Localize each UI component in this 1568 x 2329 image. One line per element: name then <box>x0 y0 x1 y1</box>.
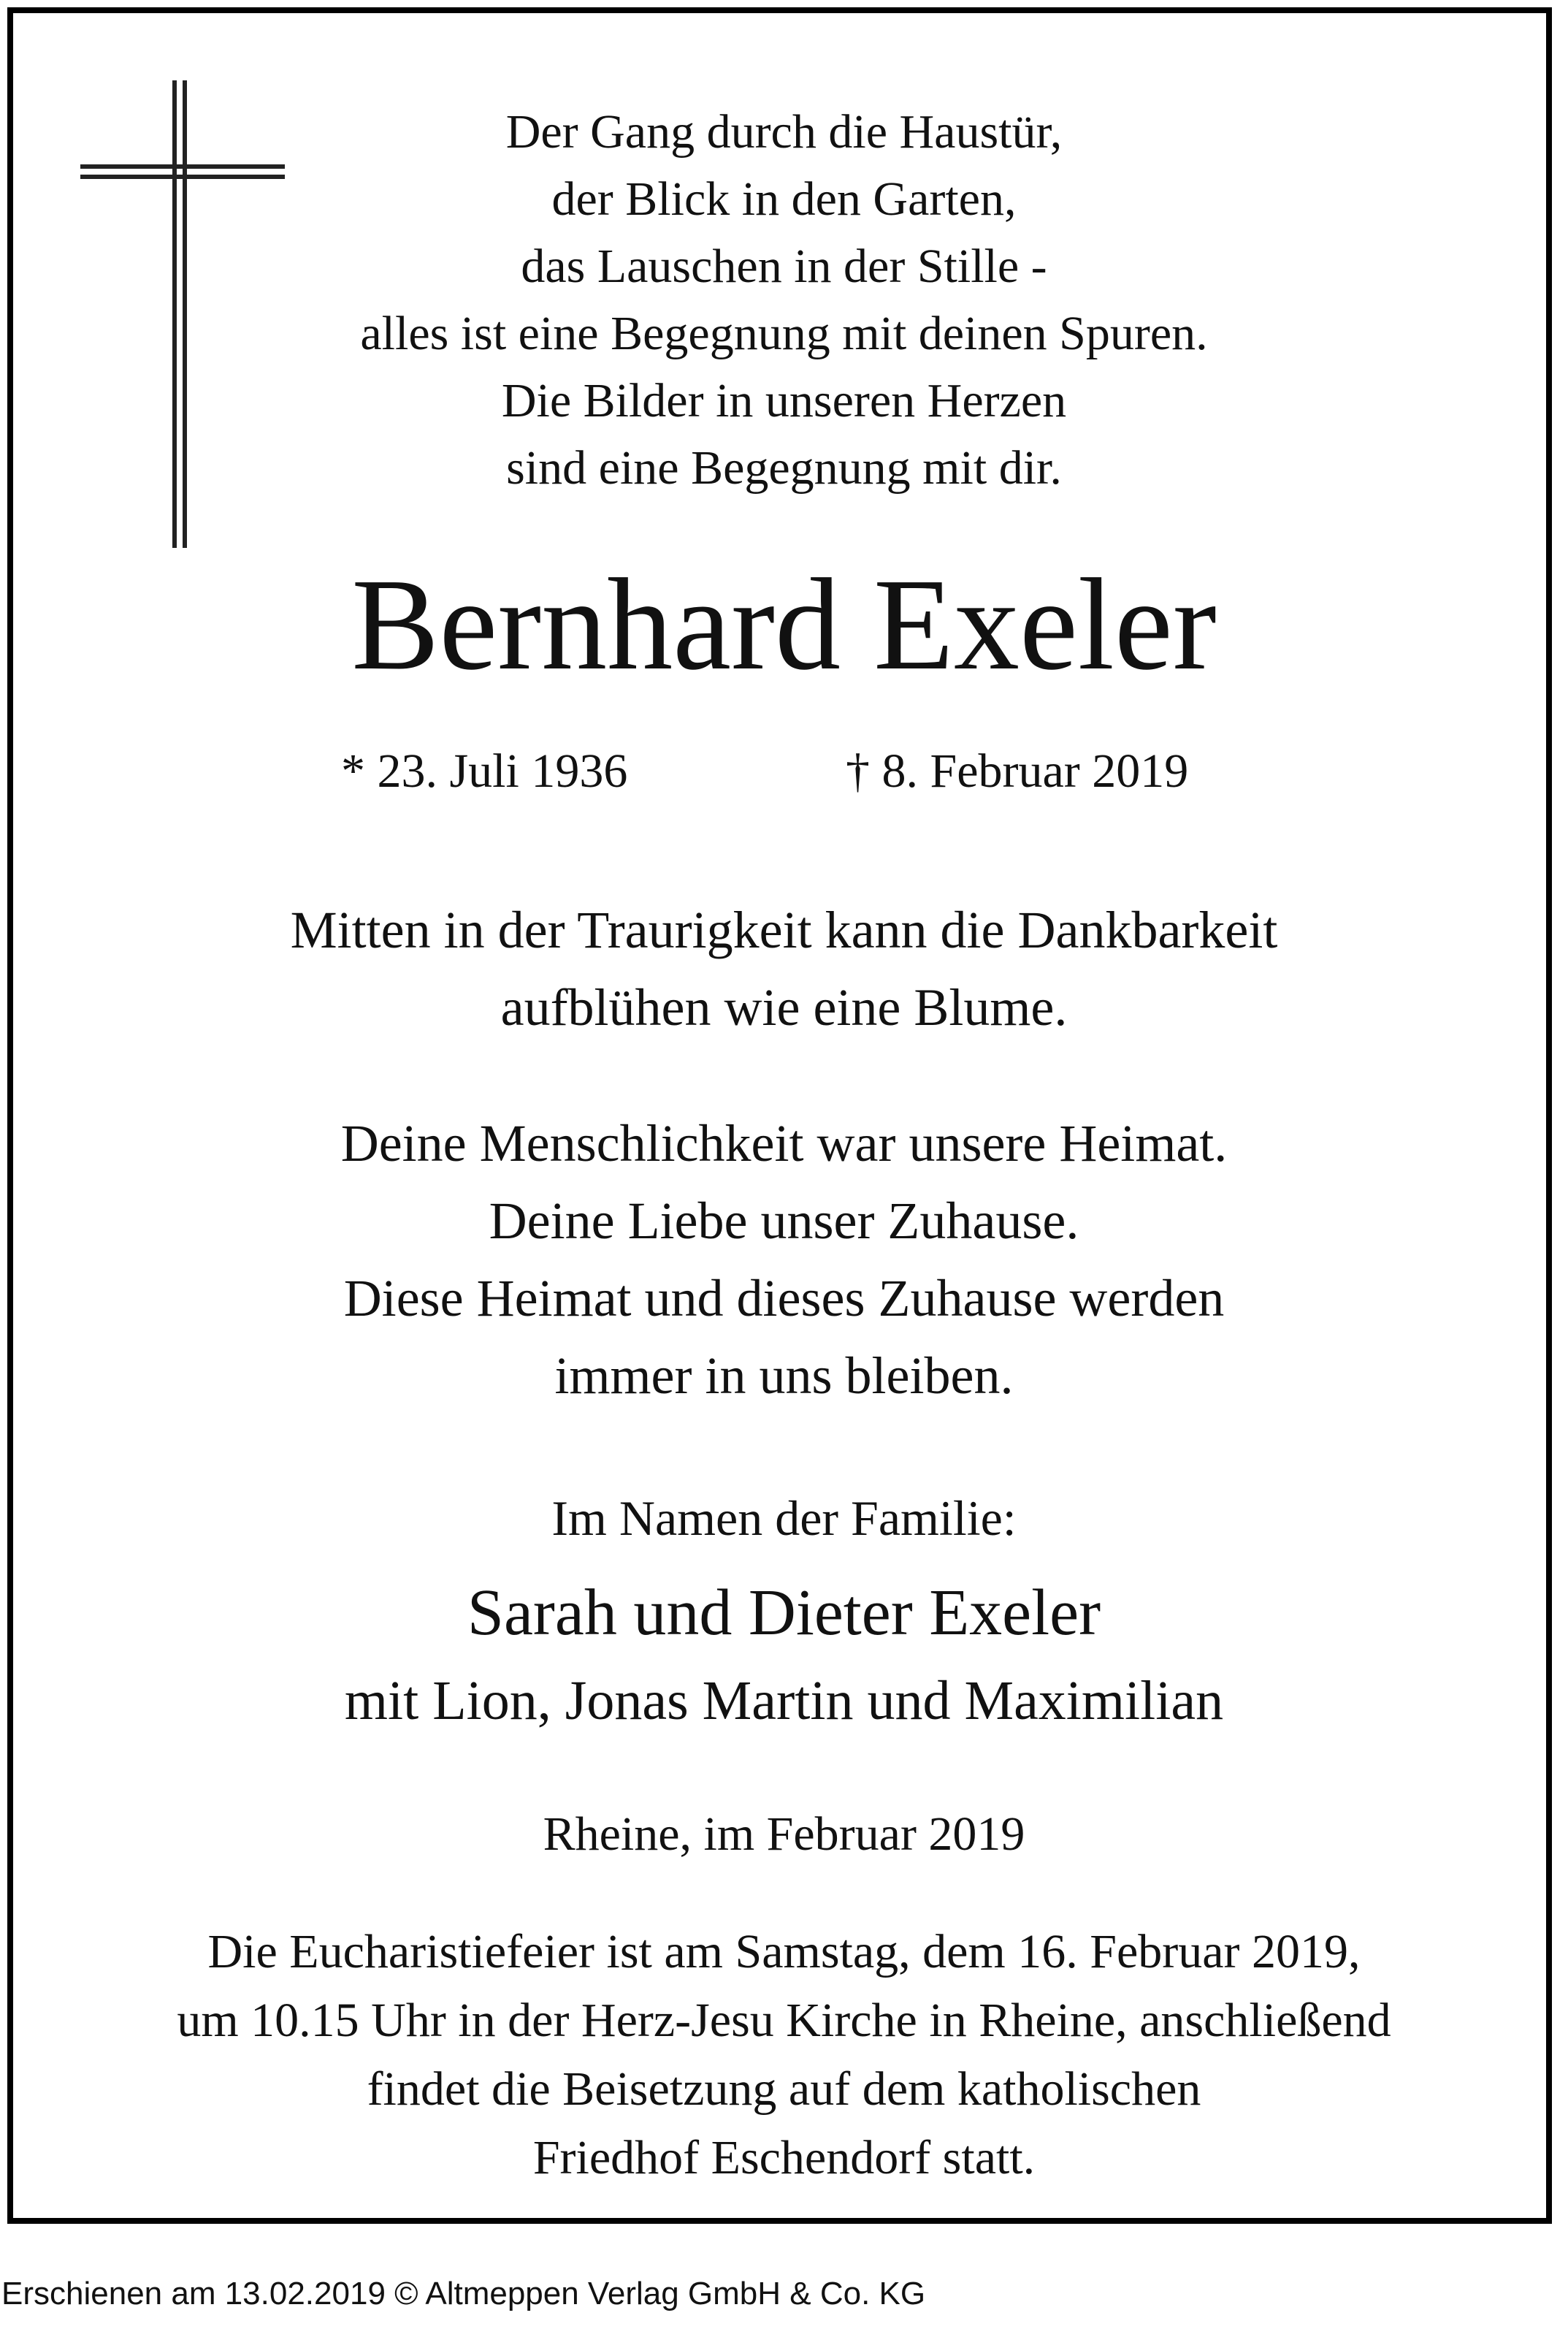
family-children: mit Lion, Jonas Martin und Maximilian <box>344 1670 1224 1731</box>
family-names: Sarah und Dieter Exeler <box>467 1577 1101 1649</box>
quote-line: Deine Liebe unser Zuhause. <box>489 1192 1079 1250</box>
poem-line: sind eine Begegnung mit dir. <box>506 441 1062 495</box>
birth-date: * 23. Juli 1936 <box>341 744 628 798</box>
poem-line: alles ist eine Begegnung mit deinen Spuren. <box>360 307 1208 360</box>
death-date: † 8. Februar 2019 <box>846 744 1189 798</box>
poem-line: Der Gang durch die Haustür, <box>505 105 1063 159</box>
service-line: findet die Beisetzung auf dem katholischen <box>367 2062 1201 2116</box>
publication-footer: Erschienen am 13.02.2019 © Altmeppen Verlag GmbH & Co. KG <box>1 2276 926 2311</box>
service-line: um 10.15 Uhr in der Herz-Jesu Kirche in Rheine, anschließend <box>177 1994 1391 2047</box>
service-details <box>0 1918 1568 2192</box>
quote-line: Diese Heimat und dieses Zuhause werden <box>343 1269 1225 1327</box>
quote-line: Mitten in der Traurigkeit kann die Dankbarkeit <box>290 901 1278 959</box>
quote-line: aufblühen wie eine Blume. <box>500 978 1068 1037</box>
place-date: Rheine, im Februar 2019 <box>543 1807 1025 1861</box>
quote-home <box>0 1105 1568 1414</box>
poem-line: der Blick in den Garten, <box>551 172 1017 226</box>
poem-line: das Lauschen in der Stille - <box>521 240 1047 293</box>
quote-gratitude <box>0 891 1568 1046</box>
family-intro: Im Namen der Familie: <box>551 1490 1017 1546</box>
service-line: Die Eucharistiefeier ist am Samstag, dem 16. Februar 2019, <box>207 1925 1361 1978</box>
deceased-name: Bernhard Exeler <box>351 552 1217 697</box>
service-line: Friedhof Eschendorf statt. <box>532 2131 1036 2184</box>
quote-line: immer in uns bleiben. <box>554 1346 1014 1405</box>
poem-line: Die Bilder in unseren Herzen <box>501 374 1067 427</box>
quote-line: Deine Menschlichkeit war unsere Heimat. <box>340 1114 1228 1173</box>
poem <box>0 99 1568 502</box>
